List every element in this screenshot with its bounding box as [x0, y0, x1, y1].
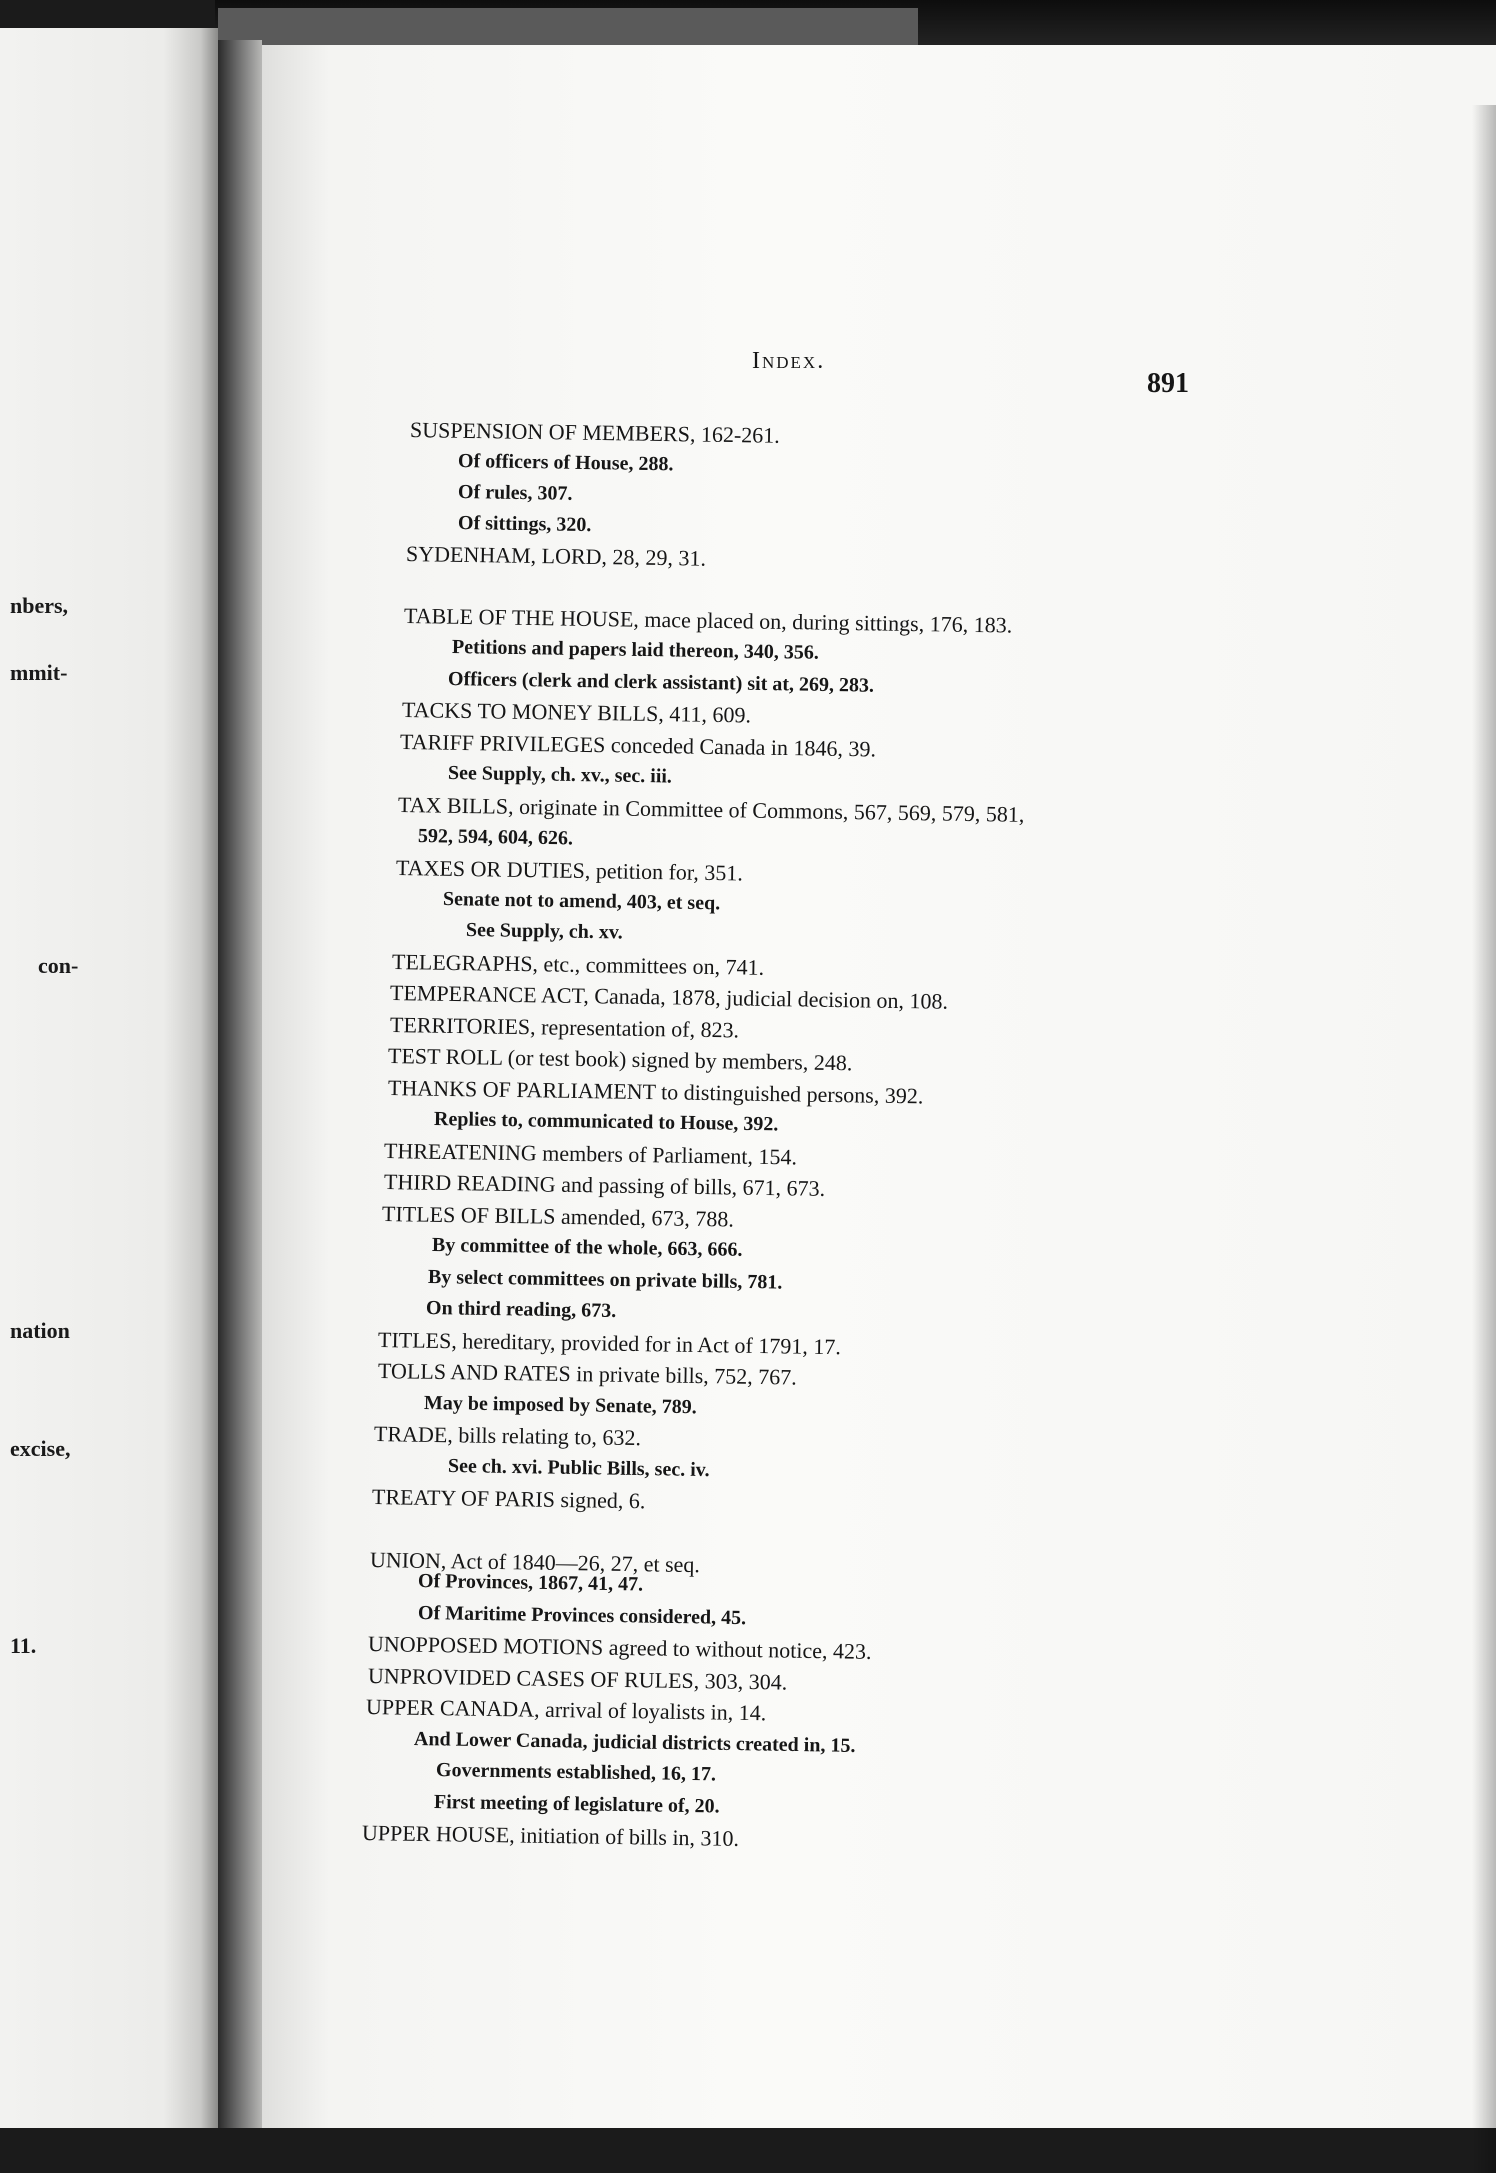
index-entry: UNOPPOSED MOTIONS agreed to without notice, 423.	[367, 1631, 872, 1664]
index-subentry: And Lower Canada, judicial districts created in, 15.	[413, 1728, 856, 1757]
index-entry: TEMPERANCE ACT, Canada, 1878, judicial decision on, 108.	[389, 980, 949, 1014]
index-entry: TABLE OF THE HOUSE, mace placed on, during sittings, 176, 183.	[403, 603, 1013, 638]
index-entry: TARIFF PRIVILEGES conceded Canada in 1846, 39.	[399, 729, 877, 762]
index-subentry: By select committees on private bills, 781.	[427, 1266, 783, 1294]
index-entry: UNION, Act of 1840—26, 27, et seq.	[369, 1547, 701, 1578]
index-entry: THIRD READING and passing of bills, 671, 673.	[383, 1169, 826, 1201]
index-entry: SUSPENSION OF MEMBERS, 162-261.	[409, 417, 780, 448]
index-subentry: 592, 594, 604, 626.	[417, 825, 574, 850]
index-subentry: See ch. xvi. Public Bills, sec. iv.	[447, 1455, 710, 1482]
index-entry: SYDENHAM, LORD, 28, 29, 31.	[405, 541, 707, 571]
index-subentry: Senate not to amend, 403, et seq.	[442, 888, 721, 915]
index-subentry: Replies to, communicated to House, 392.	[433, 1108, 779, 1136]
index-subentry: Of officers of House, 288.	[457, 450, 674, 476]
index-entry: TACKS TO MONEY BILLS, 411, 609.	[401, 697, 752, 728]
index-subentry: Of Provinces, 1867, 41, 47.	[417, 1570, 644, 1596]
index-subentry: Of rules, 307.	[457, 481, 573, 505]
running-head: Index.	[752, 348, 826, 374]
page-number: 891	[1147, 368, 1189, 399]
index-entry: TRADE, bills relating to, 632.	[373, 1421, 642, 1451]
index-subentry: Of Maritime Provinces considered, 45.	[417, 1602, 747, 1630]
index-entry: TELEGRAPHS, etc., committees on, 741.	[391, 949, 765, 980]
left-page-fragment: 11.	[10, 1633, 37, 1658]
left-page-fragment: excise,	[10, 1436, 71, 1461]
index-entry: THREATENING members of Parliament, 154.	[383, 1138, 798, 1170]
index-entry: THANKS OF PARLIAMENT to distinguished persons, 392.	[387, 1075, 924, 1109]
index-entry: TAX BILLS, originate in Committee of Commons, 567, 569, 579, 581,	[397, 792, 1025, 827]
left-page-fragment: nation	[10, 1318, 70, 1343]
left-page-fragment: con-	[38, 953, 79, 978]
index-entry: UPPER HOUSE, initiation of bills in, 310.	[361, 1820, 740, 1851]
index-entry: UNPROVIDED CASES OF RULES, 303, 304.	[367, 1663, 788, 1695]
index-subentry: See Supply, ch. xv., sec. iii.	[447, 762, 673, 788]
index-subentry: Governments established, 16, 17.	[435, 1759, 717, 1786]
index-subentry: By committee of the whole, 663, 666.	[431, 1234, 743, 1261]
index-subentry: On third reading, 673.	[425, 1297, 617, 1322]
index-subentry: May be imposed by Senate, 789.	[423, 1392, 697, 1419]
index-entry: TOLLS AND RATES in private bills, 752, 767.	[377, 1358, 797, 1390]
index-subentry: Petitions and papers laid thereon, 340, 356.	[451, 636, 820, 664]
index-entry: TAXES OR DUTIES, petition for, 351.	[395, 855, 744, 886]
index-subentry: See Supply, ch. xv.	[465, 919, 623, 944]
index-subentry: Officers (clerk and clerk assistant) sit at, 269, 283.	[447, 668, 875, 697]
index-entry: TITLES OF BILLS amended, 673, 788.	[381, 1201, 735, 1232]
left-page-fragment: nbers,	[10, 593, 69, 618]
index-subentry: Of sittings, 320.	[457, 512, 592, 537]
index-entry: TERRITORIES, representation of, 823.	[389, 1012, 740, 1043]
left-page-fragment: mmit-	[10, 660, 68, 685]
index-subentry: First meeting of legislature of, 20.	[433, 1791, 720, 1818]
index-entry: TREATY OF PARIS signed, 6.	[371, 1484, 646, 1514]
index-entry: TITLES, hereditary, provided for in Act of 1791, 17.	[377, 1327, 842, 1360]
index-entry: TEST ROLL (or test book) signed by members, 248.	[387, 1043, 853, 1076]
index-entry: UPPER CANADA, arrival of loyalists in, 14.	[365, 1694, 767, 1726]
